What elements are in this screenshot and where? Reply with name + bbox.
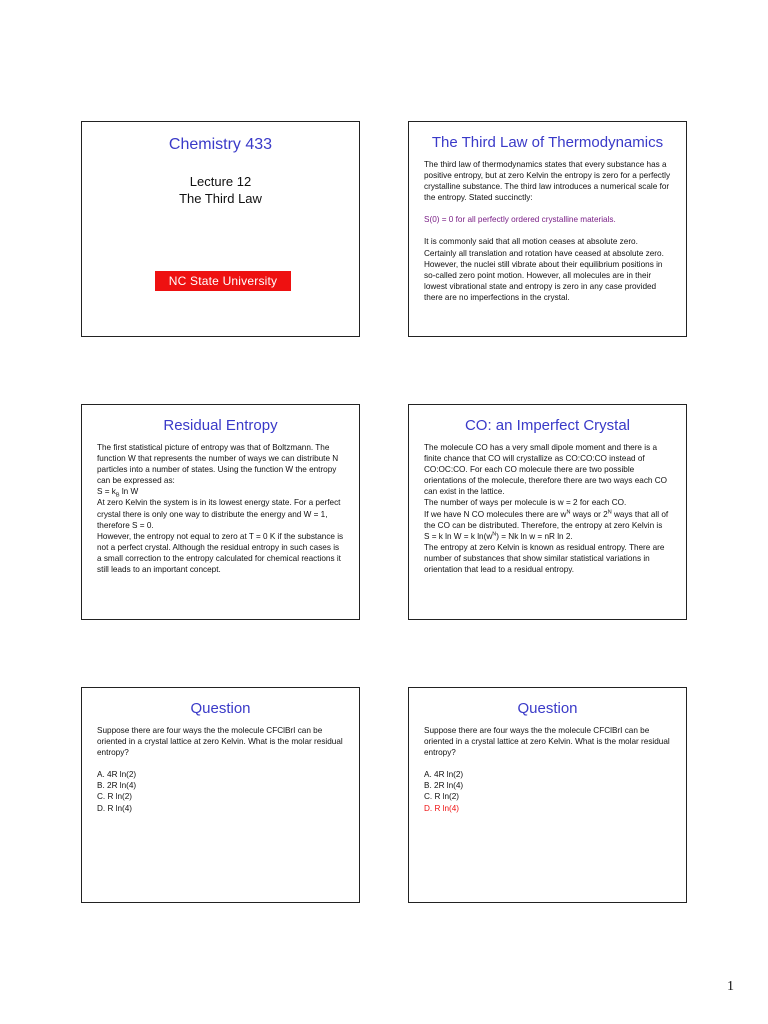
paragraph: The number of ways per molecule is w = 2 for each CO. <box>424 498 627 508</box>
answer-option: A. 4R ln(2) <box>424 770 464 780</box>
answer-option: C. R ln(2) <box>97 792 133 802</box>
slide-title: Question <box>190 700 251 717</box>
slide-body <box>82 725 359 814</box>
answer-option: A. 4R ln(2) <box>97 770 137 780</box>
paragraph: The third law of thermodynamics states that every substance has a positive entropy, but at zero Kelvin the entropy is zero for a perfectly crystalline substance. The third law introduces a numerical scale for the entropy. Stated succinctly: <box>424 160 671 203</box>
slide-title: CO: an Imperfect Crystal <box>464 417 631 434</box>
third-law-statement: S(0) = 0 for all perfectly ordered crystalline materials. <box>424 215 616 225</box>
paragraph: However, the entropy not equal to zero at T = 0 K if the substance is not a perfect crystal. Although the residual entropy in such cases is a small correction to the entropy calculated for chemical reactions it still leads to an important concept. <box>97 531 344 575</box>
entropy-equation: S = k ln W = k $\ln(w^N) = Nk$ ln w = nR ln 2. <box>424 531 573 541</box>
slide-co-imperfect-crystal <box>408 404 687 620</box>
slide-residual-entropy <box>81 404 360 620</box>
slide-title: Question <box>517 700 578 717</box>
slide-title: The Third Law of Thermodynamics <box>431 134 664 151</box>
lecture-topic: The Third Law <box>179 191 262 206</box>
slide-body <box>409 725 686 814</box>
answer-option: C. R ln(2) <box>424 792 460 802</box>
correct-answer-option: D. R ln(4) <box>424 803 460 813</box>
question-text: Suppose there are four ways the the molecule CFClBrI can be oriented in a crystal lattice at zero Kelvin. What is the molar residual entropy? <box>424 726 670 758</box>
slide-title <box>81 121 360 337</box>
slide-third-law <box>408 121 687 337</box>
answer-option: D. R ln(4) <box>97 803 133 813</box>
boltzmann-equation: $S = k_B$ ln W <box>97 487 139 500</box>
slide-question <box>81 687 360 903</box>
paragraph: It is commonly said that all motion ceases at absolute zero. Certainly all translation and rotation have ceased at absolute zero. However, the nuclei still vibrate about their equilibrium positions in so-called zero point motion. However, all molecules are in their lowest vibrational state and entropy is zero in any case provided there are no imperfections in the crystal. <box>424 237 664 302</box>
course-title: Chemistry 433 <box>168 136 273 153</box>
paragraph: The entropy at zero Kelvin is known as residual entropy. There are number of substances that show similar statistical variations in orientation that lead to a residual entropy. <box>424 542 665 575</box>
slide-body <box>409 159 686 303</box>
paragraph: At zero Kelvin the system is in its lowest energy state. For a perfect crystal there is only one way to distribute the energy and W = 1, therefore S = 0. <box>97 498 341 530</box>
paragraph: The first statistical picture of entropy was that of Boltzmann. The function W that represents the number of ways we can distribute N particles into a number of states. Using the function W the entropy can be expressed as: <box>97 443 339 486</box>
answer-option: B. 2R ln(4) <box>97 781 137 791</box>
answer-option: B. 2R ln(4) <box>424 781 464 791</box>
slide-question-answer <box>408 687 687 903</box>
lecture-heading <box>82 173 359 207</box>
page-number: 1 <box>727 979 734 994</box>
paragraph: If we have N CO molecules there are $w^N$ ways or $2^N$ ways that all of the CO can be distributed. Therefore, the entropy at zero Kelvin is <box>424 508 669 530</box>
question-text: Suppose there are four ways the the molecule CFClBrI can be oriented in a crystal lattice at zero Kelvin. What is the molar residual entropy? <box>97 726 343 758</box>
slide-title: Residual Entropy <box>163 417 278 434</box>
slide-body <box>409 442 686 575</box>
paragraph: The molecule CO has a very small dipole moment and there is a finite chance that CO will crystallize as CO:CO:CO instead of CO:OC:CO. For each CO molecule there are two possible orientations of the molecule, therefore there are two ways each CO can exist in the lattice. <box>424 443 668 497</box>
slide-body <box>82 442 359 575</box>
university-badge: NC State University <box>155 271 291 291</box>
lecture-number: Lecture 12 <box>189 174 252 189</box>
